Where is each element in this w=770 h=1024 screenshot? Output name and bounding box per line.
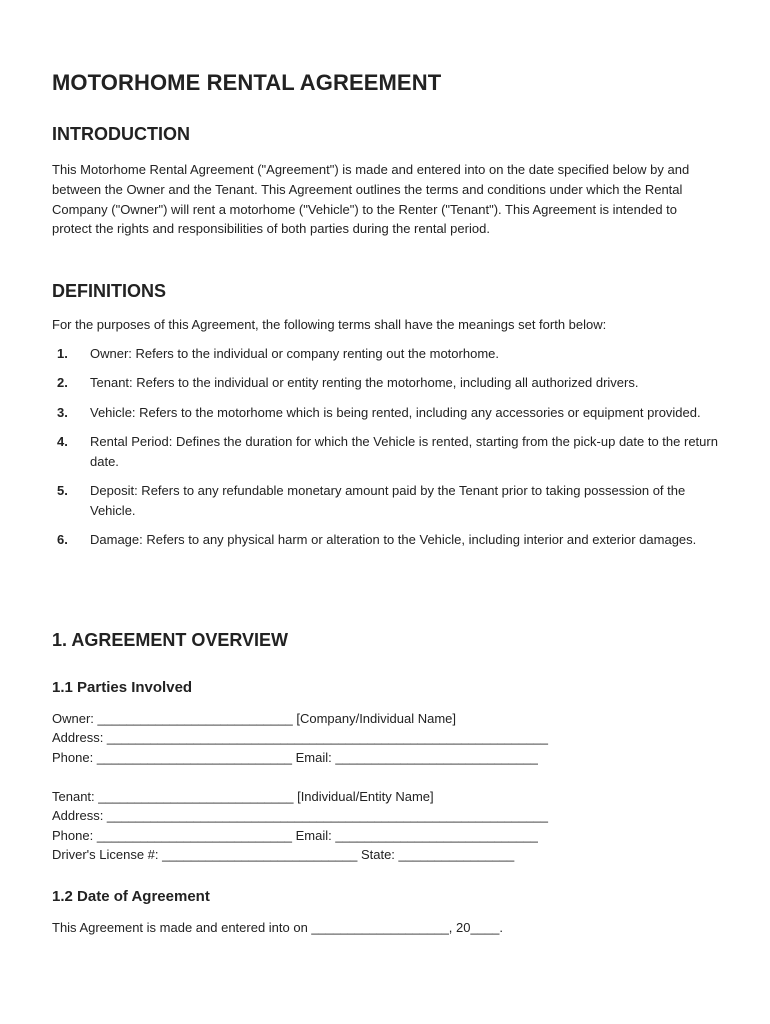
definition-item-deposit — [52, 481, 720, 521]
definition-item-owner — [52, 344, 720, 364]
definition-number: 4. — [57, 433, 68, 449]
tenant-phone-email-field[interactable]: Phone: ___________________________ Email: ____________________________ — [52, 827, 538, 843]
definitions-list — [52, 344, 720, 559]
parties-involved-heading: 1.1 Parties Involved — [52, 679, 193, 696]
owner-address-field[interactable]: Address: _____________________________________________________________ — [52, 730, 548, 746]
definition-item-damage — [52, 530, 720, 550]
definition-number: 1. — [57, 346, 68, 361]
definition-item-rental-period — [52, 432, 720, 472]
definition-text: Tenant: Refers to the individual or entity renting the motorhome, including all authorized drivers. — [90, 375, 639, 391]
definition-number: 5. — [57, 482, 68, 498]
definition-number: 3. — [57, 404, 68, 420]
drivers-license-field[interactable]: Driver's License #: ___________________________ State: ________________ — [52, 846, 515, 862]
document-title: MOTORHOME RENTAL AGREEMENT — [52, 70, 442, 95]
definition-number: 6. — [57, 532, 68, 548]
definition-item-vehicle — [52, 403, 720, 423]
definition-text: Owner: Refers to the individual or company renting out the motorhome. — [90, 346, 499, 361]
owner-name-field[interactable]: Owner: ___________________________ [Company/Individual Name] — [52, 711, 457, 726]
definitions-intro: For the purposes of this Agreement, the following terms shall have the meanings set forth below: — [52, 317, 607, 332]
definition-text: Vehicle: Refers to the motorhome which is being rented, including any accessories or equipment provided. — [90, 404, 701, 420]
owner-phone-email-field[interactable]: Phone: ___________________________ Email: ____________________________ — [52, 749, 538, 765]
tenant-name-field[interactable]: Tenant: ___________________________ [Individual/Entity Name] — [52, 789, 434, 804]
date-of-agreement-text[interactable]: This Agreement is made and entered into on ___________________, 20____. — [52, 920, 504, 935]
introduction-heading: INTRODUCTION — [52, 124, 190, 144]
agreement-overview-heading: 1. AGREEMENT OVERVIEW — [52, 630, 289, 650]
definitions-heading: DEFINITIONS — [52, 281, 167, 301]
definition-number: 2. — [57, 375, 68, 391]
tenant-address-field[interactable]: Address: _____________________________________________________________ — [52, 808, 548, 824]
owner-fields — [52, 709, 720, 767]
definition-text: Damage: Refers to any physical harm or alteration to the Vehicle, including interior and exterior damages. — [90, 532, 697, 548]
definition-text: Deposit: Refers to any refundable monetary amount paid by the Tenant prior to taking possession of the Vehicle. — [90, 482, 686, 518]
tenant-fields — [52, 787, 720, 864]
definition-item-tenant — [52, 373, 720, 393]
introduction-text: This Motorhome Rental Agreement ("Agreement") is made and entered into on the date specified below by and between the Owner and the Tenant. This Agreement outlines the terms and conditions under which the Rental Company ("Owner") will rent a motorhome ("Vehicle") to the Renter ("Tenant"). This Agreement is intended to protect the rights and responsibilities of both parties during the rental period. — [52, 162, 690, 237]
date-of-agreement-heading: 1.2 Date of Agreement — [52, 888, 210, 905]
definition-text: Rental Period: Defines the duration for which the Vehicle is rented, starting from the pick-up date to the return date. — [90, 433, 718, 469]
